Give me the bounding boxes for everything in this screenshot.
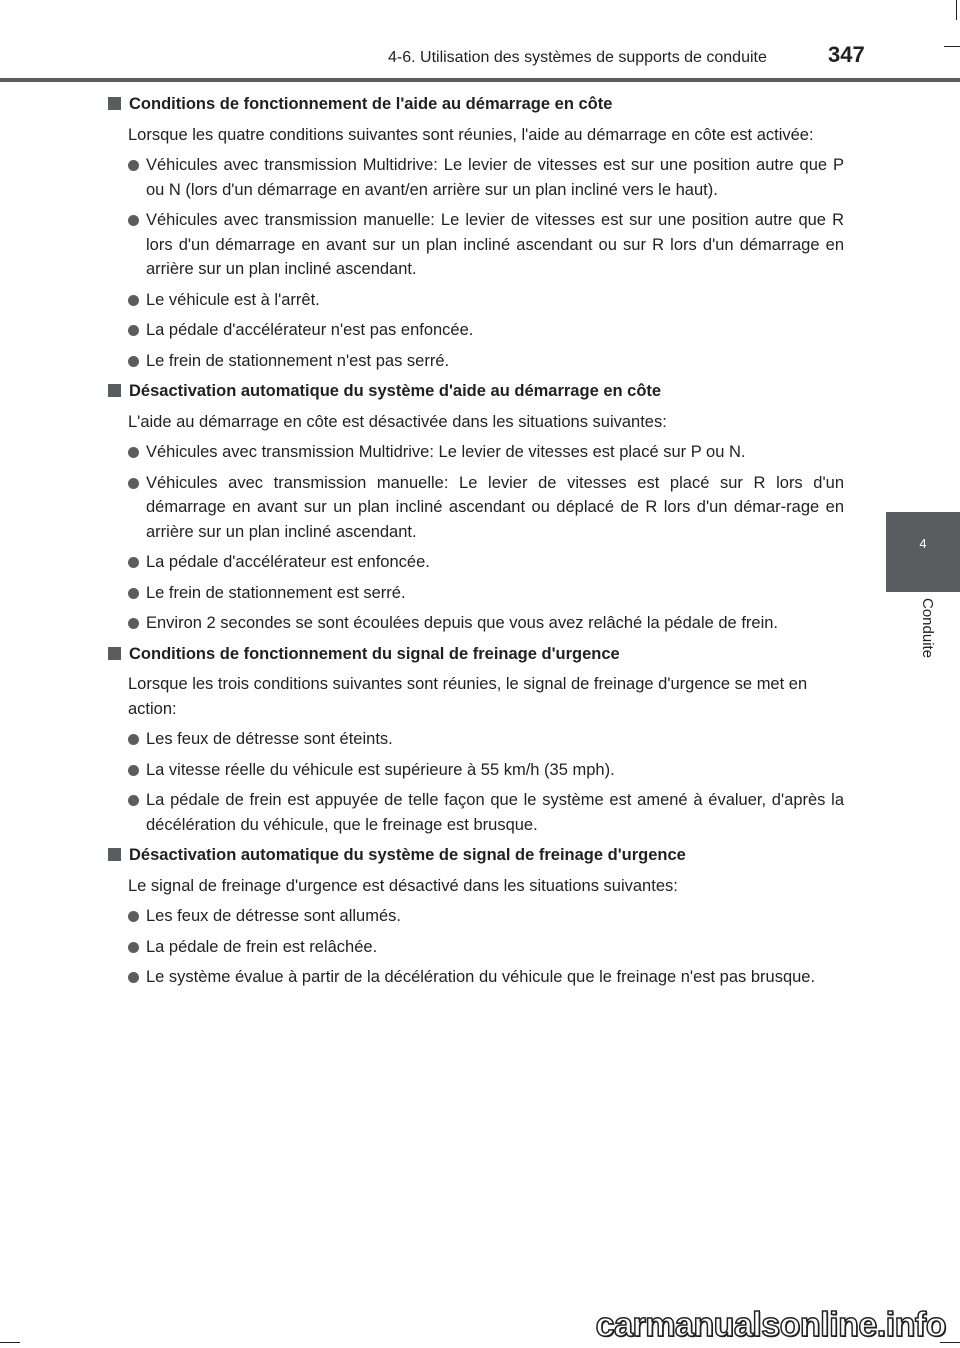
section-intro: Lorsque les quatre conditions suivantes sont réunies, l'aide au démarrage en côte est activée: xyxy=(128,125,814,144)
section-heading: Conditions de fonctionnement de l'aide au démarrage en côte xyxy=(108,92,844,117)
circle-bullet-icon xyxy=(128,795,139,806)
list-item: Le frein de stationnement est serré. xyxy=(108,581,844,606)
circle-bullet-icon xyxy=(128,942,139,953)
section-intro: Lorsque les trois conditions suivantes sont réunies, le signal de freinage d'urgence se met en action: xyxy=(128,675,808,718)
circle-bullet-icon xyxy=(128,478,139,489)
section-heading: Désactivation automatique du système d'aide au démarrage en côte xyxy=(108,379,844,404)
chapter-tab xyxy=(886,512,960,592)
list-item: La pédale d'accélérateur n'est pas enfoncée. xyxy=(108,318,844,343)
square-bullet-icon xyxy=(108,848,121,861)
square-bullet-icon xyxy=(108,647,121,660)
section-emergency-brake-signal-conditions xyxy=(108,642,844,838)
circle-bullet-icon xyxy=(128,911,139,922)
chapter-tab-number: 4 xyxy=(919,536,927,551)
crop-mark xyxy=(944,46,960,47)
main-content xyxy=(108,92,844,996)
section-hill-start-deactivation xyxy=(108,379,844,636)
circle-bullet-icon xyxy=(128,765,139,776)
list-item: Véhicules avec transmission manuelle: Le levier de vitesses est placé sur R lors d'un démarrage en avant sur un plan incliné ascendant ou déplacé de R lors d'un démar-rage en arrière sur un plan incliné ascendant. xyxy=(108,471,844,545)
chapter-tab-label: Conduite xyxy=(919,598,936,659)
crop-mark xyxy=(0,1342,20,1343)
circle-bullet-icon xyxy=(128,295,139,306)
square-bullet-icon xyxy=(108,384,121,397)
section-heading: Conditions de fonctionnement du signal de freinage d'urgence xyxy=(108,642,844,667)
list-item: Les feux de détresse sont allumés. xyxy=(108,904,844,929)
section-hill-start-conditions xyxy=(108,92,844,373)
section-intro: L'aide au démarrage en côte est désactivée dans les situations suivantes: xyxy=(128,412,667,431)
crop-mark xyxy=(956,0,957,20)
section-emergency-brake-signal-deactivation xyxy=(108,843,844,990)
list-item: Le système évalue à partir de la décélération du véhicule que le freinage n'est pas brusque. xyxy=(108,965,844,990)
list-item: Véhicules avec transmission Multidrive: Le levier de vitesses est sur une position autre que P ou N (lors d'un démarrage en avant/en arrière sur un plan incliné vers le haut). xyxy=(108,153,844,202)
circle-bullet-icon xyxy=(128,972,139,983)
circle-bullet-icon xyxy=(128,356,139,367)
circle-bullet-icon xyxy=(128,325,139,336)
list-item: La pédale de frein est relâchée. xyxy=(108,935,844,960)
list-item: Environ 2 secondes se sont écoulées depuis que vous avez relâché la pédale de frein. xyxy=(108,611,844,636)
section-heading: Désactivation automatique du système de signal de freinage d'urgence xyxy=(108,843,844,868)
list-item: Le frein de stationnement n'est pas serré. xyxy=(108,349,844,374)
list-item: La pédale d'accélérateur est enfoncée. xyxy=(108,550,844,575)
section-intro: Le signal de freinage d'urgence est désactivé dans les situations suivantes: xyxy=(128,876,678,895)
circle-bullet-icon xyxy=(128,557,139,568)
circle-bullet-icon xyxy=(128,160,139,171)
watermark-logo: carmanualsonline.info xyxy=(595,1306,946,1344)
list-item: Véhicules avec transmission manuelle: Le levier de vitesses est sur une position autre que R lors d'un démarrage en avant sur un plan incliné ascendant ou sur R lors d'un démarrage en arrière sur un plan incliné ascendant. xyxy=(108,208,844,282)
circle-bullet-icon xyxy=(128,215,139,226)
circle-bullet-icon xyxy=(128,588,139,599)
circle-bullet-icon xyxy=(128,447,139,458)
list-item: Les feux de détresse sont éteints. xyxy=(108,727,844,752)
circle-bullet-icon xyxy=(128,734,139,745)
list-item: Le véhicule est à l'arrêt. xyxy=(108,288,844,313)
page-number: 347 xyxy=(828,42,865,67)
circle-bullet-icon xyxy=(128,618,139,629)
header-rule xyxy=(0,78,960,82)
square-bullet-icon xyxy=(108,97,121,110)
list-item: La vitesse réelle du véhicule est supérieure à 55 km/h (35 mph). xyxy=(108,758,844,783)
list-item: La pédale de frein est appuyée de telle façon que le système est amené à évaluer, d'après la décélération du véhicule, que le freinage est brusque. xyxy=(108,788,844,837)
chapter-title: 4-6. Utilisation des systèmes de supports de conduite xyxy=(388,49,767,66)
list-item: Véhicules avec transmission Multidrive: Le levier de vitesses est placé sur P ou N. xyxy=(108,440,844,465)
